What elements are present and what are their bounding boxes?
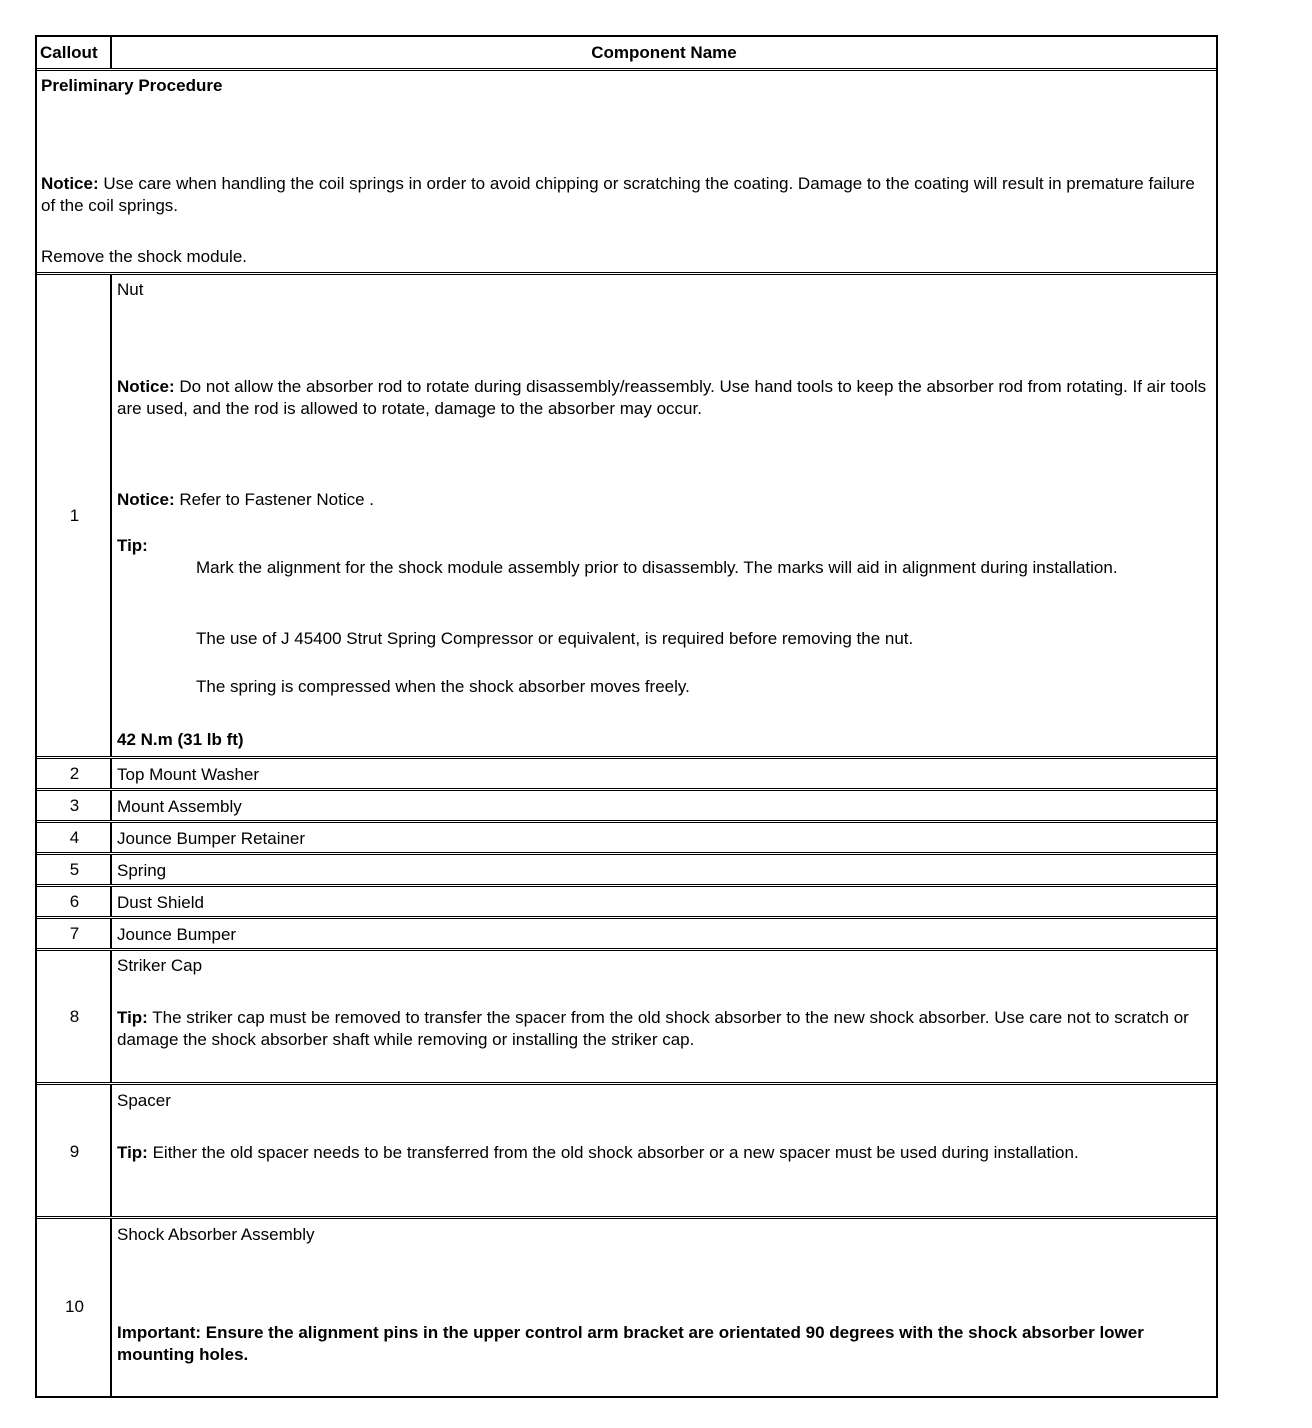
- component-name: Spacer: [117, 1091, 171, 1110]
- table-row: [37, 887, 1216, 919]
- notice-text: Refer to Fastener Notice .: [179, 490, 374, 509]
- notice: [117, 489, 374, 511]
- notice-text: Use care when handling the coil springs in order to avoid chipping or scratching the coating. Damage to the coating will result in premature failure of the coil springs.: [41, 174, 1195, 215]
- important-note: Important: Ensure the alignment pins in the upper control arm bracket are orientated 90 degrees with the shock absorber lower mounting holes.: [117, 1323, 1144, 1364]
- component-name: Dust Shield: [117, 893, 204, 912]
- component-name: Top Mount Washer: [117, 765, 260, 784]
- table-row: [37, 791, 1216, 823]
- table-row: [37, 275, 1216, 759]
- notice-label: Notice:: [117, 377, 175, 396]
- callout-header: Callout: [37, 37, 112, 68]
- component-name: Mount Assembly: [117, 797, 242, 816]
- notice-label: Notice:: [117, 490, 175, 509]
- table-row: [37, 919, 1216, 951]
- tip-text: Either the old spacer needs to be transferred from the old shock absorber or a new spacer must be used during installation.: [152, 1143, 1079, 1162]
- callout-number: 2: [69, 764, 80, 783]
- notice-label: Notice:: [41, 174, 99, 193]
- callout-number: 8: [69, 1007, 80, 1026]
- callout-number: 4: [69, 828, 80, 847]
- callout-number: 10: [65, 1297, 84, 1316]
- callout-number: 9: [69, 1142, 80, 1161]
- table-row: [37, 759, 1216, 791]
- tip-label: Tip:: [117, 536, 148, 555]
- notice-text: Do not allow the absorber rod to rotate during disassembly/reassembly. Use hand tools to keep the absorber rod from rotating. If air tools are used, and the rod is allowed to rotate, damage to the absorber may occur.: [117, 377, 1207, 418]
- callout-number: 6: [69, 892, 80, 911]
- component-name: Jounce Bumper: [117, 925, 237, 944]
- tip-text: The striker cap must be removed to transfer the spacer from the old shock absorber to the new shock absorber. Use care not to scratch or damage the shock absorber shaft while removing or installing the striker cap.: [117, 1008, 1189, 1049]
- table-row: [37, 951, 1216, 1085]
- notice: [117, 376, 1212, 420]
- table-row: [37, 823, 1216, 855]
- preliminary-step: Remove the shock module.: [41, 247, 247, 266]
- table-header: [37, 37, 1216, 71]
- component-name: Jounce Bumper Retainer: [117, 829, 306, 848]
- preliminary-title: Preliminary Procedure: [41, 76, 223, 95]
- component-name: Nut: [117, 280, 144, 299]
- component-name: Shock Absorber Assembly: [117, 1225, 315, 1244]
- component-name-header: Component Name: [591, 43, 737, 62]
- component-table: [35, 35, 1218, 1398]
- table-row: [37, 855, 1216, 887]
- tip-text: The use of J 45400 Strut Spring Compressor or equivalent, is required before removing the nut.: [196, 629, 914, 648]
- callout-number: 3: [69, 796, 80, 815]
- tip-text: The spring is compressed when the shock absorber moves freely.: [196, 677, 690, 696]
- component-name: Spring: [117, 861, 167, 880]
- tip: [117, 1007, 1212, 1051]
- tip-label: Tip:: [117, 1008, 148, 1027]
- callout-number: 7: [69, 924, 80, 943]
- preliminary-notice: [41, 173, 1201, 217]
- table-row: [37, 1219, 1216, 1396]
- tip-text: Mark the alignment for the shock module assembly prior to disassembly. The marks will aid in alignment during installation.: [196, 558, 1118, 577]
- tip-label: Tip:: [117, 1143, 148, 1162]
- callout-number: 1: [69, 506, 80, 525]
- preliminary-procedure-row: [37, 71, 1216, 275]
- table-row: [37, 1085, 1216, 1219]
- callout-number: 5: [69, 860, 80, 879]
- tip: [117, 1142, 1212, 1164]
- torque-spec: 42 N.m (31 lb ft): [117, 730, 244, 749]
- component-name: Striker Cap: [117, 956, 203, 975]
